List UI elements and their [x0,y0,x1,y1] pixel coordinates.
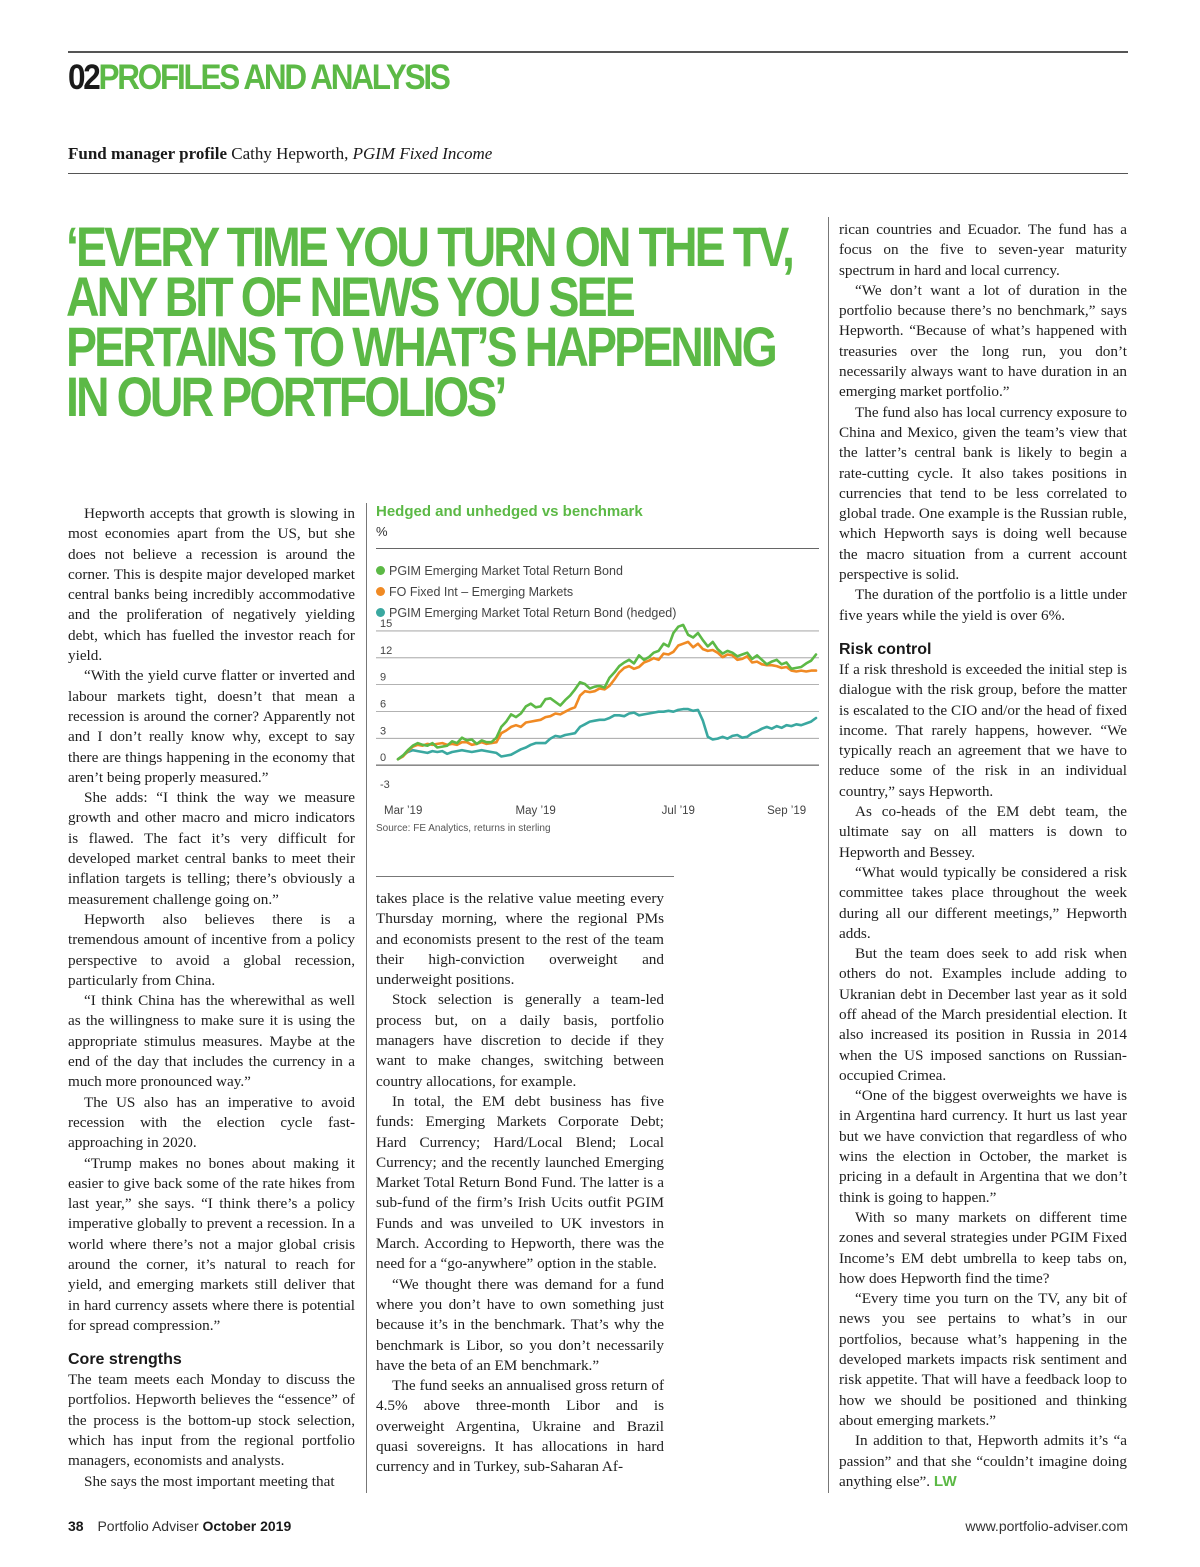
x-tick-label: Mar ’19 [384,805,423,817]
y-tick-label: 9 [380,671,387,684]
legend-item [376,561,623,582]
page-number: 38 [68,1518,84,1534]
x-tick-label: Jul ’19 [661,805,695,817]
chart-divider [376,548,819,549]
paragraph: takes place is the relative value meeting every Thursday morning, where the regional PMs and economists present to the rest of the team their high-conviction overweight and underweight positions. [376,890,664,989]
column-divider-right [828,217,829,1493]
chart-title: Hedged and unhedged vs benchmark [376,503,643,520]
chart-unit: % [376,524,388,539]
publication-name: Portfolio Adviser [97,1518,199,1534]
subheading-core-strengths: Core strengths [68,1351,182,1369]
paragraph: Hepworth also believes there is a tremendous amount of incentive from a policy perspective to avoid a global recession, particularly from China. [68,910,355,989]
profile-rule [68,173,1128,174]
author-signoff: LW [933,1472,957,1490]
headline-quote: ‘EVERY TIME YOU TURN ON THE TV, ANY BIT OF NEWS YOU SEE PERTAINS TO WHAT’S HAPPENING IN OUR PORTFOLIOS’ [66,215,793,428]
paragraph: The US also has an imperative to avoid recession with the election cycle fast-approaching in 2020. [68,1093,355,1152]
closing-text: In addition to that, Hepworth admits it’s “a passion” and that she “couldn’t imagine doing anything else”. [839,1432,1127,1490]
paragraph: The team meets each Monday to discuss the portfolios. Hepworth believes the “essence” of the process is the bottom-up stock selection, which has input from the regional portfolio managers, economists and analysts. [68,1371,355,1470]
legend-label: FO Fixed Int – Emerging Markets [389,585,574,599]
paragraph: Stock selection is generally a team-led process but, on a daily basis, portfolio managers have discretion to decide if they want to make changes, switching between country allocations, for example. [376,991,664,1090]
paragraph: But the team does seek to add risk when others do not. Examples include adding to Ukranian debt in December last year as it sold off ahead of the March presidential election. It also increased its position in Russia in 2014 when the US imposed sanctions on Russian-occupied Crimea. [839,945,1127,1084]
paragraph: “Trump makes no bones about making it easier to give back some of the rate hikes from last year,” she says. “I think there’s a policy imperative globally to prevent a recession. In a world where there’s not a major global crisis around the corner, it’s natural to reach for yield, and emerging markets still deliver that in hard currency assets where there is potential for spread compression.” [68,1154,355,1334]
paragraph: “I think China has the wherewithal as well as the willingness to make sure it is using the appropriate stimulus measures. Maybe at the end of the day that includes the currency in a much more pronounced way.” [68,992,355,1091]
paragraph: “What would typically be considered a risk committee takes place throughout the week during all our different meetings,” Hepworth adds. [839,863,1127,942]
legend-label: PGIM Emerging Market Total Return Bond (hedged) [389,606,677,620]
chart-bottom-rule [376,876,674,877]
x-tick-label: Sep ’19 [767,805,807,817]
y-tick-label: 15 [380,617,393,630]
chart-source: Source: FE Analytics, returns in sterling [376,823,551,834]
paragraph [839,1431,1127,1492]
column-divider-left [366,503,367,1493]
page-footer [68,1518,1128,1534]
x-tick-label: May ’19 [515,805,556,817]
performance-chart [376,503,819,843]
paragraph: The fund seeks an annualised gross return of 4.5% above three-month Libor and is overweight Argentina, Ukraine and Brazil quasi sovereigns. It has allocations in hard currency and in Turkey, sub-Saharan Af- [376,1377,664,1476]
paragraph: If a risk threshold is exceeded the initial step is dialogue with the risk group, before the matter is escalated to the CIO and/or the head of fixed income. That rarely happens, however. “We typically reach an agreement that we have to reduce some of the risk in an individual country,” says Hepworth. [839,660,1127,800]
paragraph: “Every time you turn on the TV, any bit of news you see pertains to what’s in our portfolios, because what’s happening in the developed markets impacts risk sentiment and risk appetite. That will have a feedback loop to how we should be positioned and thinking about emerging markets.” [839,1290,1127,1429]
website-url: www.portfolio-adviser.com [965,1518,1128,1534]
legend-dot-orange [376,587,385,596]
paragraph: “We don’t want a lot of duration in the portfolio because there’s no benchmark,” says Hepworth. “Because of what’s happened with treasuries over the long run, you don’t necessarily always want to have duration in an emerging market portfolio.” [839,281,1127,401]
paragraph: The fund also has local currency exposure to China and Mexico, given the team’s view that the latter’s central bank is likely to begin a rate-cutting cycle. It also takes positions in currencies that tend to be less correlated to global trade. One example is the Russian ruble, which Hepworth says is doing well because the macro situation from a current account perspective is solid. [839,403,1128,584]
y-tick-label: 6 [380,698,387,711]
y-tick-label: 3 [380,725,387,738]
paragraph: With so many markets on different time zones and several strategies under PGIM Fixed Income’s EM debt umbrella to keep tabs on, how does Hepworth find the time? [839,1208,1127,1287]
chart-plot-area [376,608,819,820]
legend-label: PGIM Emerging Market Total Return Bond [389,564,623,578]
paragraph: She adds: “I think the way we measure growth and other macro and micro indicators is flawed. The fact it’s very difficult for developed market central banks to meet their inflation targets is telling; there’s obviously a measurement challenge going on.” [68,789,355,908]
series-line [398,625,816,759]
paragraph: rican countries and Ecuador. The fund has a focus on the five to seven-year maturity spectrum in hard and local currency. [839,221,1127,279]
profile-name: Cathy Hepworth, [231,144,349,163]
paragraph: “We thought there was demand for a fund where you don’t have to own something just because it’s in the benchmark. That’s why the benchmark is Libor, so you don’t necessarily have the beta of an EM benchmark.” [376,1275,664,1374]
paragraph: “With the yield curve flatter or inverted and labour markets tight, doesn’t that mean a recession is around the corner? Apparently not and I don’t really know why, except to say there are things happening in the economy that aren’t being properly measured.” [68,667,355,786]
section-title: PROFILES AND ANALYSIS [98,58,449,97]
profile-label: Fund manager profile [68,144,227,163]
subheading-risk-control: Risk control [839,640,932,658]
legend-dot-green [376,566,385,575]
profile-company: PGIM Fixed Income [352,144,493,163]
paragraph: “One of the biggest overweights we have is in Argentina hard currency. It hurt us last year but we have conviction that regardless of who wins the election in October, the market is pricing in a default in Argentina that we don’t think is going to happen.” [839,1087,1127,1206]
section-header [68,58,449,98]
paragraph: In total, the EM debt business has five funds: Emerging Markets Corporate Debt; Hard Currency; Hard/Local Blend; Local Currency; and the recently launched Emerging Market Total Return Bond Fund. The latter is a sub-fund of the firm’s Irish Ucits outfit PGIM Funds and was unveiled to UK investors in March. According to Hepworth, there was the need for a “go-anywhere” option in the stable. [376,1092,664,1273]
series-line [398,709,816,759]
paragraph: She says the most important meeting that [84,1472,335,1490]
y-tick-label: 12 [380,644,393,657]
article-column-2 [376,889,664,1478]
profile-line [68,144,492,164]
top-rule [68,51,1128,53]
article-column-1 [68,504,355,1492]
paragraph: The duration of the portfolio is a little under five years while the yield is over 6%. [839,586,1127,624]
paragraph: As co-heads of the EM debt team, the ultimate say on all matters is down to Hepworth and Bessey. [839,803,1127,861]
y-tick-label: 0 [380,752,387,765]
article-column-3 [839,220,1127,1492]
issue-date: October 2019 [202,1518,292,1534]
section-number: 02 [68,58,99,97]
legend-item [376,582,573,603]
y-tick-label: -3 [380,779,390,791]
paragraph: Hepworth accepts that growth is slowing in most economies apart from the US, but she does not believe a recession is around the corner. This is despite major developed market central banks being incredibly accommodative and the proliferation of negatively yielding debt, which has fuelled the investor reach for yield. [68,505,355,665]
